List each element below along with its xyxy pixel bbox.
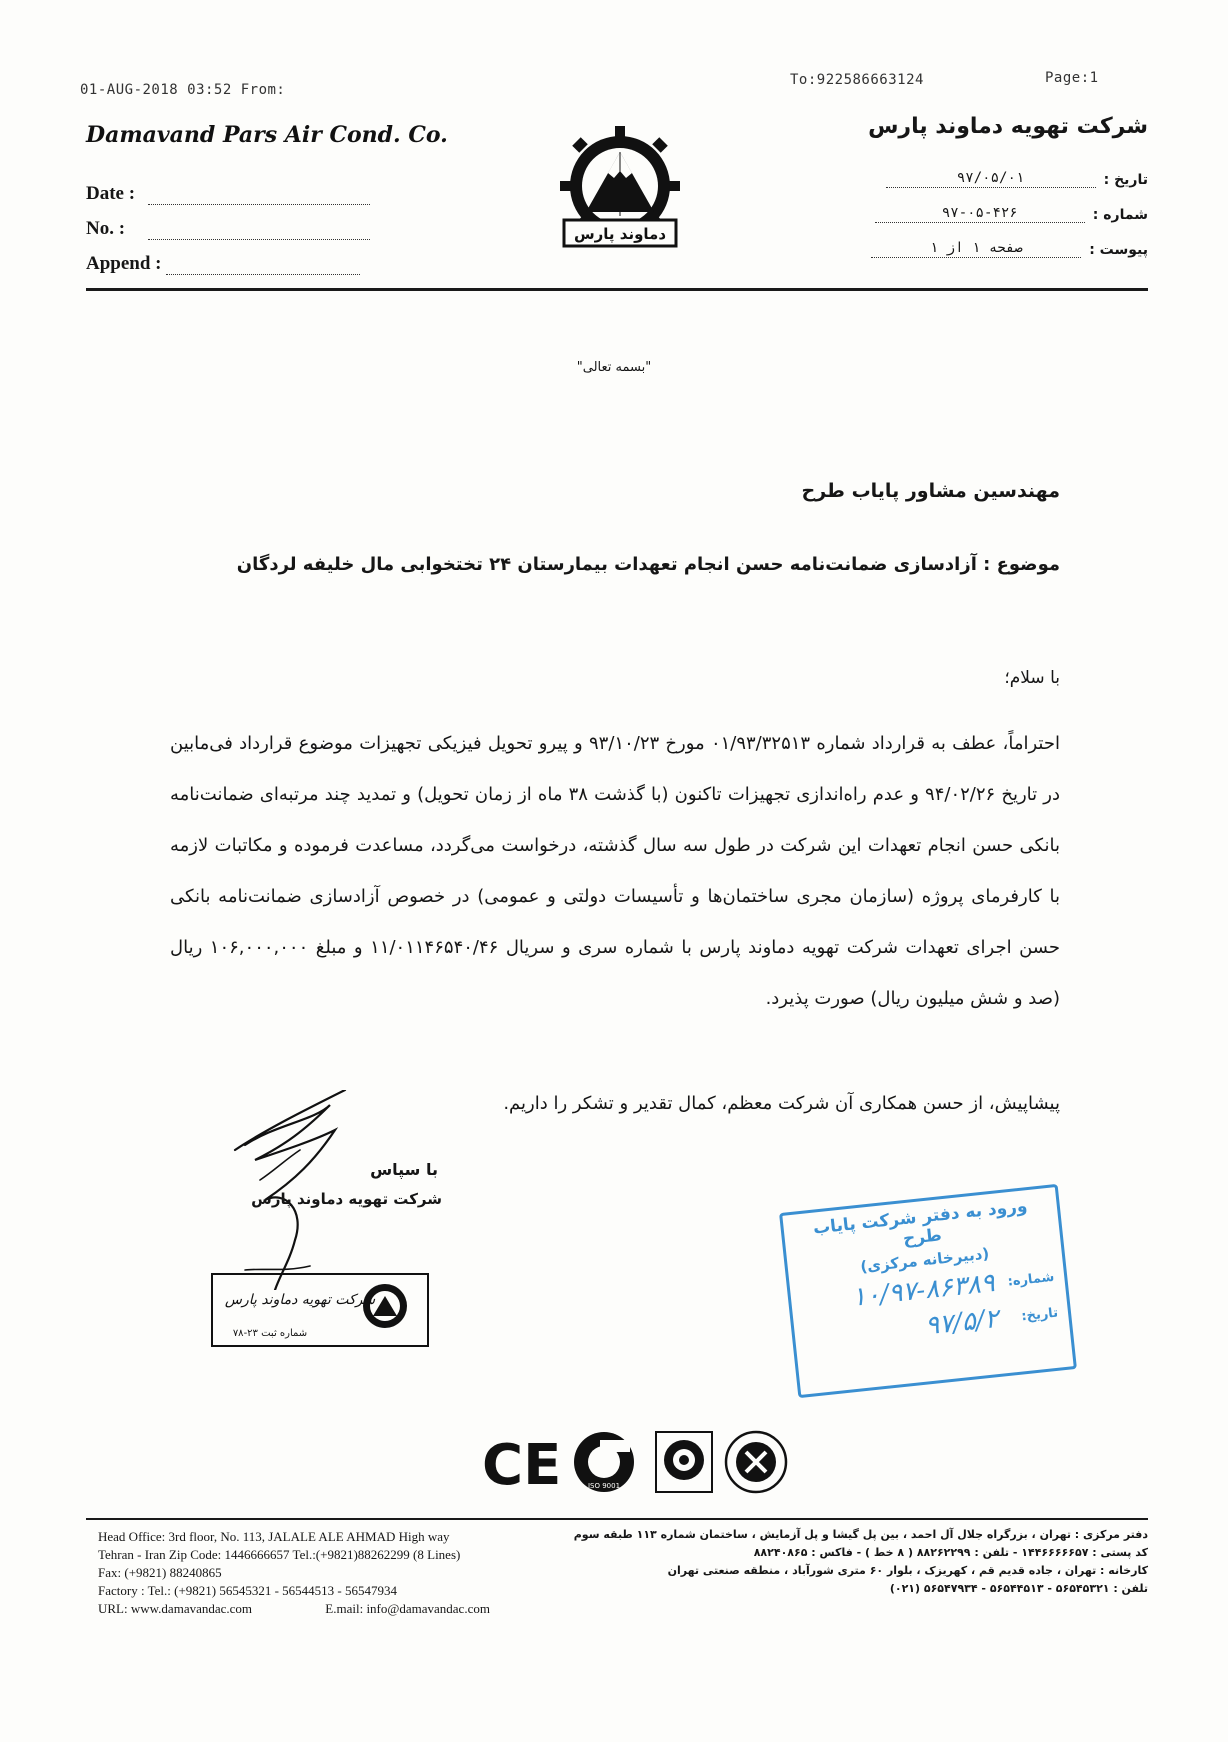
received-number-value: ۱۰/۹۷-۸۶۳۸۹ [850,1268,997,1313]
ref-number-label: No. : [86,218,126,239]
ref-date-en [86,183,370,205]
ref-date-label: Date : [86,183,136,204]
footer-contact-persian [573,1526,1148,1598]
ref-number-line [148,225,370,240]
fax-page-number: Page:1 [1045,70,1099,86]
company-seal-stamp [210,1272,430,1348]
salutation: با سلام؛ [1004,668,1060,688]
footer-en-fax: Fax: (+9821) 88240865 [98,1565,222,1580]
footer-en-zip-tel: Tehran - Iran Zip Code: 1446666657 Tel.:(+9821)88262299 (8 Lines) [98,1547,461,1562]
company-name-persian: شرکت تهویه دماوند پارس [868,114,1148,139]
fax-recipient-number: To:922586663124 [790,72,924,88]
invocation: "بسمه تعالی" [576,360,652,375]
footer-contact-english [98,1528,490,1618]
company-name-english: Damavand Pars Air Cond. Co. [86,122,448,148]
fax-timestamp: 01-AUG-2018 03:52 From: [80,82,286,98]
stamp-company-name: شرکت تهویه دماوند پارس [224,1292,376,1308]
received-stamp-title: ورود به دفتر شرکت پایاب طرح [812,1196,1029,1250]
ref-number-fa-value: ۹۷-۰۵-۴۲۶ [875,205,1085,223]
header-divider [86,288,1148,291]
footer-fa-factory-tel: تلفن : ۵۶۵۴۵۳۲۱ - ۵۶۵۴۴۵۱۳ - ۵۶۵۴۷۹۳۴ (۰۲۱) [889,1582,1148,1595]
ref-date-line [148,190,370,205]
ce-mark-text: CE [482,1433,562,1496]
recipient: مهندسین مشاور پایاب طرح [801,480,1060,502]
ref-attachment-fa-value: صفحه ۱ از ۱ [871,240,1081,258]
subject-line: موضوع : آزادسازی ضمانت‌نامه حسن انجام تعهدات بیمارستان ۲۴ تختخوابی مال خلیفه لردگان [236,554,1060,575]
ref-number-fa-label: شماره : [1092,207,1148,223]
closing-line: پیشاپیش، از حسن همکاری آن شرکت معظم، کمال تقدیر و تشکر را داریم. [503,1093,1060,1114]
received-number-label: شماره: [1006,1269,1055,1290]
footer-email-link[interactable]: E.mail: info@damavandac.com [325,1601,490,1616]
received-date-label: تاریخ: [1020,1305,1059,1324]
footer-en-address: Head Office: 3rd floor, No. 113, JALALE ALE AHMAD High way [98,1529,450,1544]
footer-fa-zip-tel: کد پستی : ۱۴۴۶۶۶۶۶۵۷ - تلفن : ۸۸۲۶۲۲۹۹ ( ۸ خط ) - فاکس : ۸۸۲۴۰۸۶۵ [753,1546,1148,1559]
received-stamp-subtitle: (دبیرخانه مرکزی) [859,1244,991,1276]
received-date-value: ۹۷/۵/۲ [923,1303,1000,1342]
ref-attachment-fa [871,240,1148,258]
signature-thanks: با سپاس [370,1160,438,1179]
iso-text: ISO 9001 [587,1482,621,1490]
footer-website-link[interactable]: URL: www.damavandac.com [98,1601,253,1616]
ref-date-fa [886,170,1148,188]
ref-date-fa-label: تاریخ : [1103,172,1148,188]
certification-logos [478,1428,798,1496]
footer-fa-factory: کارخانه : تهران ، جاده قدیم قم ، کهریزک ، بلوار ۶۰ متری شورآباد ، منطقه صنعتی تهران [667,1564,1148,1577]
eurovent-icon [656,1432,712,1492]
stamp-registration: شماره ثبت ۲۳-۷۸ [232,1328,308,1339]
ref-number-fa [875,205,1148,223]
iso-9001-icon [574,1432,634,1492]
footer-fa-address: دفتر مرکزی : تهران ، بزرگراه جلال آل احمد ، بین پل گیشا و پل آزمایش ، ساختمان شماره ۱۱۳ طبقه سوم [573,1528,1148,1541]
standard-seal-icon [726,1432,786,1492]
ce-mark-icon [482,1433,561,1496]
ref-append-en [86,253,360,275]
ref-date-fa-value: ۹۷/۰۵/۰۱ [886,170,1096,188]
ref-append-label: Append : [86,253,162,274]
footer-en-links [98,1600,490,1618]
body-paragraph: احتراماً، عطف به قرارداد شماره ۰۱/۹۳/۳۲۵۱۳ مورخ ۹۳/۱۰/۲۳ و پیرو تحویل فیزیکی تجهیزات موضوع قرارداد فی‌مابین در تاریخ ۹۴/۰۲/۲۶ و عدم راه‌اندازی تجهیزات تاکنون (با گذشت ۳۸ ماه از زمان تحویل) و تمدید چند مرتبه‌ای ضمانت‌نامه بانکی حسن انجام تعهدات این شرکت در طول سه سال گذشته، درخواست می‌گردد، مساعدت فرموده و مکاتبات لازمه با کارفرمای پروژه (سازمان مجری ساختمان‌ها و تأسیسات دولتی و عمومی) در خصوص آزادسازی ضمانت‌نامه بانکی حسن اجرای تعهدات شرکت تهویه دماوند پارس با شماره سری و سریال ۱۱/۰۱۱۴۶۵۴۰/۴۶ و مبلغ ۱۰۶,۰۰۰,۰۰۰ ریال (صد و شش میلیون ریال) صورت پذیرد. [170,733,1061,1009]
received-stamp [779,1184,1077,1398]
signature-company: شرکت تهویه دماوند پارس [251,1190,442,1208]
footer-divider [86,1518,1148,1520]
ref-number-en [86,218,370,240]
logo-text: دماوند پارس [573,225,667,243]
footer-en-factory: Factory : Tel.: (+9821) 56545321 - 56544513 - 56547934 [98,1583,398,1598]
ref-append-line [166,260,360,275]
company-logo [542,126,698,268]
ref-attachment-fa-label: پیوست : [1089,242,1148,258]
